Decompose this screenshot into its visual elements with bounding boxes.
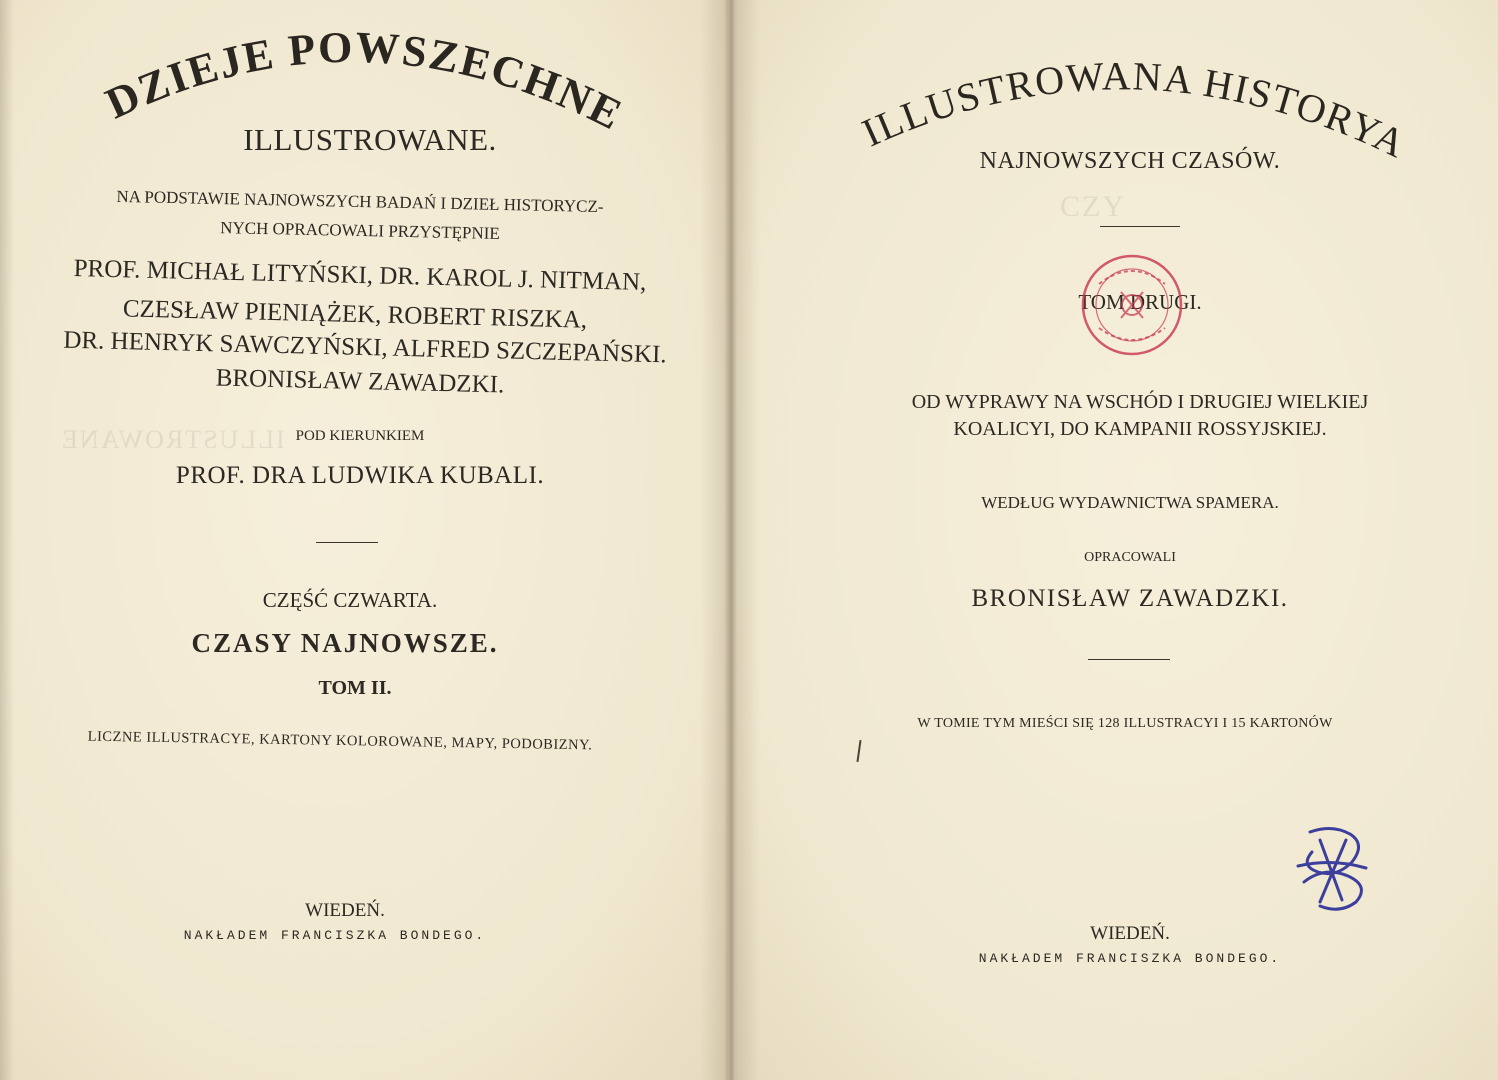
left-features: LICZNE ILLUSTRACYE, KARTONY KOLOROWANE, MAPY, PODOBIZNY. [87, 728, 593, 754]
left-city: WIEDEŃ. [305, 900, 385, 921]
monogram-stamp [1290, 822, 1374, 914]
left-authors-line3: DR. HENRYK SAWCZYŃSKI, ALFRED SZCZEPAŃSKI. [63, 326, 667, 369]
right-based-on: WEDŁUG WYDAWNICTWA SPAMERA. [981, 493, 1279, 512]
left-publisher: NAKŁADEM FRANCISZKA BONDEGO. [183, 928, 487, 943]
left-authors-line4: BRONISŁAW ZAWADZKI. [215, 364, 505, 399]
left-part: CZĘŚĆ CZWARTA. [262, 588, 438, 612]
library-stamp [1077, 250, 1187, 360]
left-direction-label: POD KIERUNKIEM [295, 428, 425, 444]
svg-text:DZIEJE POWSZECHNE: DZIEJE POWSZECHNE [98, 22, 631, 140]
left-volume: TOM II. [318, 677, 392, 699]
right-scope-line2: KOALICYI, DO KAMPANII ROSSYJSKIEJ. [953, 418, 1327, 440]
svg-text:ILLUSTROWANA HISTORYA: ILLUSTROWANA HISTORYA [855, 53, 1414, 167]
left-basis-line1: NA PODSTAWIE NAJNOWSZYCH BADAŃ I DZIEŁ HISTORYCZ- [116, 186, 604, 217]
left-director: PROF. DRA LUDWIKA KUBALI. [175, 462, 545, 489]
right-editor: BRONISŁAW ZAWADZKI. [971, 585, 1289, 612]
right-contents-note: W TOMIE TYM MIEŚCI SIĘ 128 ILLUSTRACYI I 15 KARTONÓW [917, 716, 1333, 731]
right-edited-label: OPRACOWALI [1084, 550, 1176, 565]
left-authors-line2: CZESŁAW PIENIĄŻEK, ROBERT RISZKA, [122, 295, 588, 334]
left-title-sub: ILLUSTROWANE. [243, 122, 497, 157]
left-authors-line1: PROF. MICHAŁ LITYŃSKI, DR. KAROL J. NITMAN, [73, 255, 647, 296]
page-edge-shadow [0, 0, 14, 1080]
right-publisher: NAKŁADEM FRANCISZKA BONDEGO. [978, 951, 1282, 966]
right-divider-bottom [1088, 659, 1170, 660]
left-basis-line2: NYCH OPRACOWALI PRZYSTĘPNIE [220, 218, 500, 243]
right-city: WIEDEŃ. [1090, 923, 1170, 944]
right-volume: TOM DRUGI. [1078, 290, 1202, 314]
left-part-title: CZASY NAJNOWSZE. [191, 628, 499, 658]
right-scope-line1: OD WYPRAWY NA WSCHÓD I DRUGIEJ WIELKIEJ [911, 391, 1369, 413]
right-title-sub: NAJNOWSZYCH CZASÓW. [979, 148, 1281, 174]
book-gutter [700, 0, 760, 1080]
right-divider-top [1100, 226, 1180, 227]
show-through-text: ILLUSTROWANE [60, 425, 285, 454]
show-through-text: CZY [1060, 190, 1126, 223]
left-divider [316, 542, 378, 543]
